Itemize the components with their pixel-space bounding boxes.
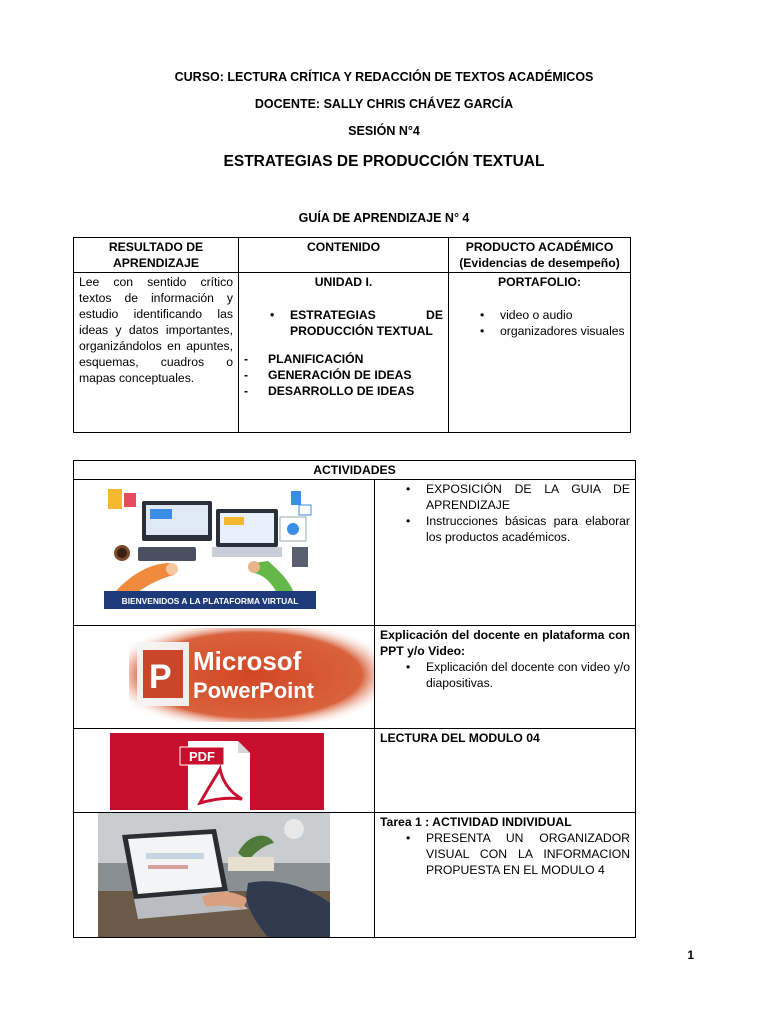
pdf-label: PDF — [189, 749, 215, 764]
activity-text-cell — [375, 480, 636, 626]
activity-row — [74, 626, 636, 729]
content-sub-item: - GENERACIÓN DE IDEAS — [192, 367, 443, 383]
pdf-icon-image — [110, 733, 324, 810]
header-result: RESULTADO DE APRENDIZAJE — [74, 238, 239, 273]
activity-item: • Instrucciones básicas para elaborar los productos académicos. — [380, 513, 630, 545]
activity-text-cell — [375, 626, 636, 729]
header-product: PRODUCTO ACADÉMICO (Evidencias de desempeño) — [449, 238, 631, 273]
activity-list — [380, 830, 630, 878]
learning-table — [73, 237, 631, 433]
activities-header: ACTIVIDADES — [74, 461, 636, 480]
content-list — [244, 307, 443, 339]
logo-line1: Microsof — [193, 646, 302, 676]
activities-table — [73, 460, 636, 938]
teacher-name: DOCENTE: SALLY CHRIS CHÁVEZ GARCÍA — [254, 97, 514, 111]
activity-item: • Explicación del docente con video y/o diapositivas. — [380, 659, 630, 691]
content-sub-list — [192, 351, 443, 399]
content-sub-item: - PLANIFICACIÓN — [192, 351, 443, 367]
content-cell — [239, 273, 449, 433]
svg-text:P: P — [149, 658, 172, 696]
powerpoint-logo-image — [129, 628, 374, 722]
unit-label: UNIDAD I. — [314, 275, 373, 289]
activity-image-cell — [74, 813, 375, 938]
learning-table-row — [74, 273, 631, 433]
course-title: CURSO: LECTURA CRÍTICA Y REDACCIÓN DE TEXTOS ACADÉMICOS — [174, 70, 594, 84]
guide-title: GUÍA DE APRENDIZAJE N° 4 — [298, 211, 470, 225]
activity-text-cell — [375, 813, 636, 938]
activity-list — [380, 481, 630, 545]
product-list — [454, 307, 625, 339]
product-cell — [449, 273, 631, 433]
activity-title: Explicación del docente en plataforma con PPT y/o Video: — [380, 628, 630, 658]
content-sub-item: - DESARROLLO DE IDEAS — [192, 383, 443, 399]
page-number: 1 — [687, 948, 694, 962]
activity-image-cell — [74, 480, 375, 626]
session-number: SESIÓN N°4 — [348, 124, 420, 138]
learning-result: Lee con sentido crítico textos de información y estudio identificando las ideas y datos importantes, organizándolos en apuntes, esquemas, cuadros o mapas conceptuales. — [74, 273, 239, 433]
page-title: ESTRATEGIAS DE PRODUCCIÓN TEXTUAL — [223, 153, 545, 170]
activity-row — [74, 729, 636, 813]
product-item: • organizadores visuales — [454, 323, 625, 339]
learning-table-header — [74, 238, 631, 273]
activities-header-row — [74, 461, 636, 480]
banner-text: BIENVENIDOS A LA PLATAFORMA VIRTUAL — [121, 596, 299, 606]
content-bullet: • ESTRATEGIAS DE PRODUCCIÓN TEXTUAL — [244, 307, 443, 339]
laptop-work-image — [98, 813, 330, 937]
product-title: PORTAFOLIO: — [497, 275, 582, 289]
activity-row — [74, 813, 636, 938]
activity-title: Tarea 1 : ACTIVIDAD INDIVIDUAL — [380, 815, 572, 829]
header-content: CONTENIDO — [239, 238, 449, 273]
activity-item: • EXPOSICIÓN DE LA GUIA DE APRENDIZAJE — [380, 481, 630, 513]
virtual-platform-image — [104, 483, 316, 611]
activity-text-cell — [375, 729, 636, 813]
activity-image-cell — [74, 626, 375, 729]
activity-list — [380, 659, 630, 691]
activity-image-cell — [74, 729, 375, 813]
activity-row — [74, 480, 636, 626]
activity-title: LECTURA DEL MODULO 04 — [380, 731, 540, 745]
product-item: • video o audio — [454, 307, 625, 323]
activity-item: • PRESENTA UN ORGANIZADOR VISUAL CON LA INFORMACION PROPUESTA EN EL MODULO 4 — [380, 830, 630, 878]
logo-line2: PowerPoint — [193, 678, 315, 703]
